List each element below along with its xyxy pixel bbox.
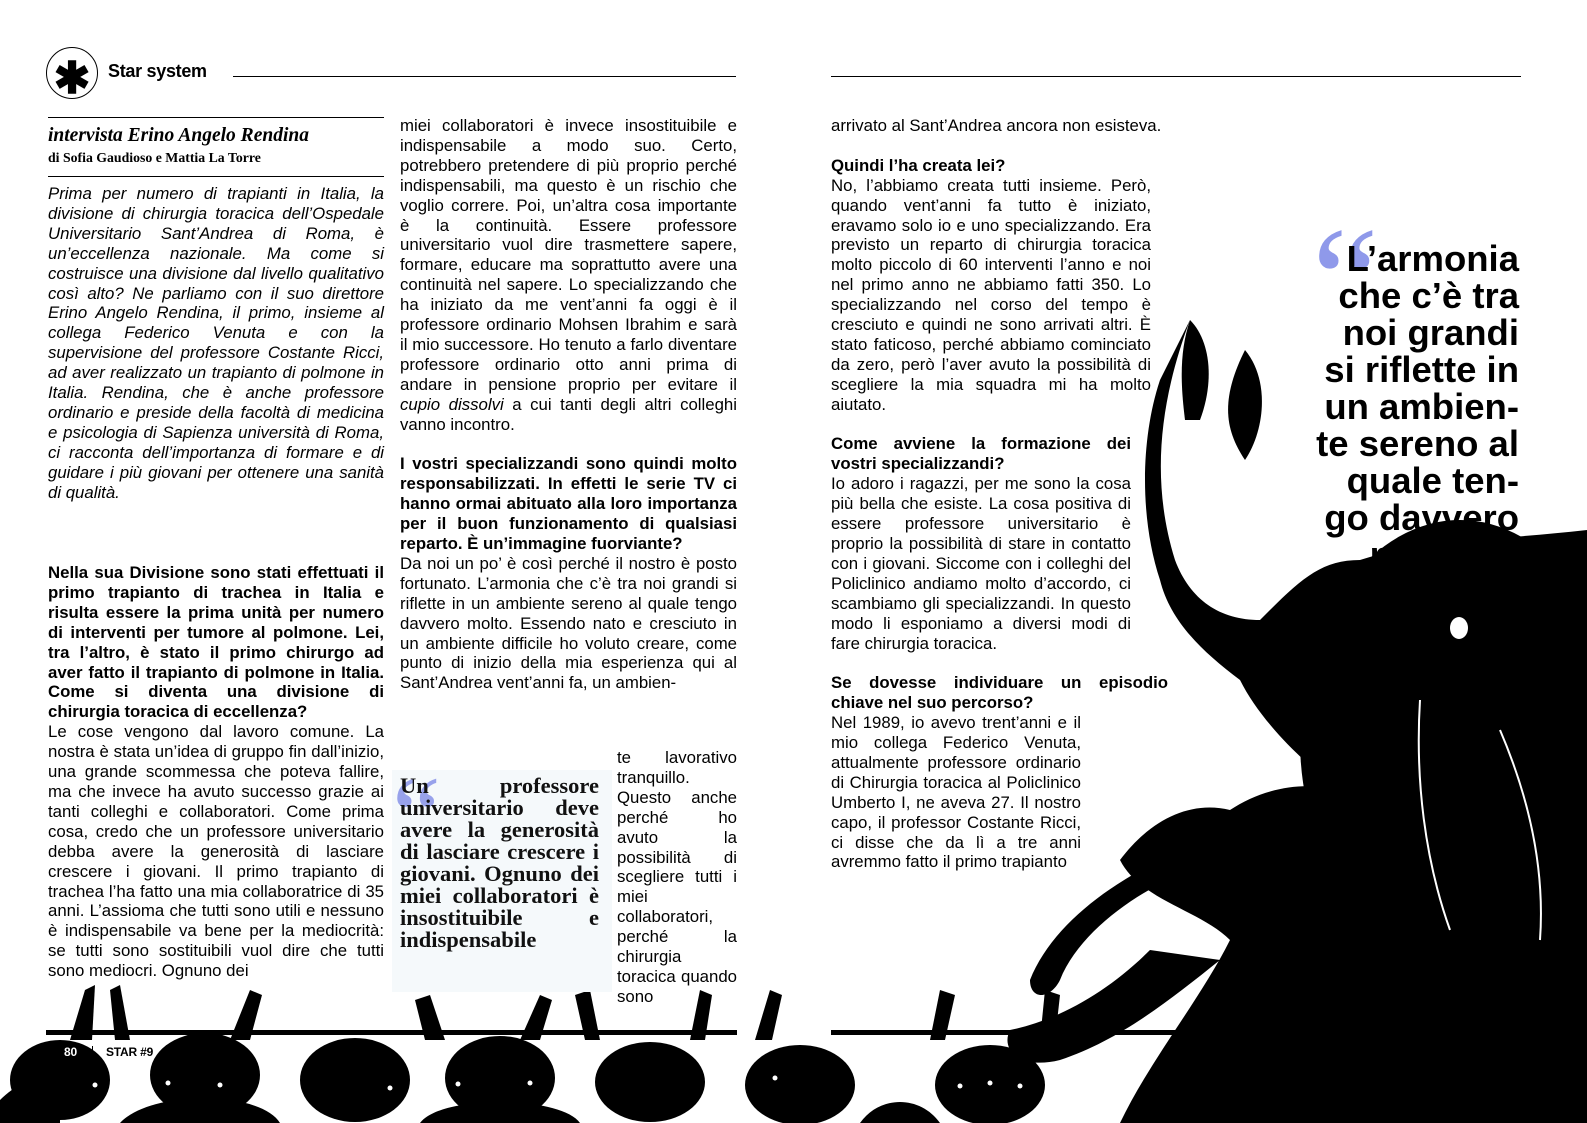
answer-4: Io adoro i ragazzi, per me sono la cosa più bella che esiste. La cosa positiva di essere professore universitario è proprio la possibilità di stare in contatto con i giovani. Siccome con i colleghi del Policlinico andiamo molto d’accordo, ci scambiamo gli specializzandi. In questo modo li esponiamo a diversi modi di fare chirurgia toracica. <box>831 474 1131 653</box>
byline-rule-bottom <box>48 176 384 177</box>
footer-rule-right <box>831 1030 1521 1035</box>
answer-1-continued: miei collaboratori è invece insostituibile e indispensabile a modo suo. Certo, potrebbero pretendere di più proprio perché indispensabili, ma questo è un rischio che voglio correre. Poi, un’altra cosa importante è la continuità. Essere professore universitario vuol dire trasmettere sapere, formare, educare ma soprattutto avere una continuità nel sapere. Lo specializzando che ha iniziato da me vent’anni fa oggi è il professore ordinario Mohsen Ibrahim e sarà il mio successore. Ho tenuto a farlo diventare professore ordinario otto anni prima di andare in pensione proprio per evitare il cupio dissolvi a cui tanti degli altri colleghi vanno incontro. <box>400 116 737 434</box>
asterisk-icon: ✱ <box>53 54 91 103</box>
question-1: Nella sua Divisione sono stati effettuati il primo trapianto di trachea in Italia e risulta essere la prima unità per numero di interventi per tumore al polmone. Lei, tra l’altro, è stato il primo chirurgo ad aver fatto il trapianto di polmone in Italia. Come si diventa una divisione di chirurgia toracica di eccellenza? <box>48 563 384 722</box>
question-4: Come avviene la formazione dei vostri specializzandi? <box>831 434 1131 474</box>
question-3: Quindi l’ha creata lei? <box>831 155 1006 175</box>
article-authors: di Sofia Gaudioso e Mattia La Torre <box>48 150 261 165</box>
article-intro: Prima per numero di trapianti in Italia, la divisione di chirurgia toracica dell’Ospedale Universitario Sant’Andrea di Roma, è un’eccellenza nazionale. Ma come si costruisce una divisione dal livello qualitativo così alto? Ne parliamo con il suo direttore Erino Angelo Rendina, il primo, insieme al collega Federico Venuta e con la supervisione del professore Costante Ricci, ad aver realizzato un trapianto di polmone in Italia. Rendina, che è anche professore ordinario e preside della facoltà di medicina e psicologia di Sapienza università di Roma, ci racconta dell’importanza di formare e di guidare i più giovani per ottenere una sanità di qualità. <box>48 184 384 502</box>
pullquote-line: te sereno al <box>1316 423 1519 464</box>
question-2: I vostri specializzandi sono quindi molto responsabilizzati. In effetti le serie TV ci hanno ormai abituato alla loro importanza per il buon funzionamento di qualsiasi reparto. È un’immagine fuorviante? <box>400 454 737 554</box>
crab-eye <box>1450 617 1468 639</box>
footer-separator <box>1473 1046 1474 1058</box>
footer-rule-left <box>46 1030 737 1035</box>
pullquote-line: un ambien- <box>1324 386 1519 427</box>
article-title: intervista Erino Angelo Rendina <box>48 125 309 146</box>
answer-3: No, l’abbiamo creata tutti insieme. Però, quando vent’anni fa tutto è iniziato, eravamo solo io e uno specializzando. Era previsto un reparto di chirurgia toracica molto piccolo di 60 interventi l’anno e noi nel primo anno ne abbiamo fatti 350. Lo specializzando nel corso del tempo è cresciuto e quindi ne sono arrivati altri. È stato faticoso, perché abbiamo cominciato da zero, però l’aver avuto la possibilità di scegliere la mia squadra mi ha molto aiutato. <box>831 175 1151 414</box>
answer-2-continued: te lavorativo tranquillo. Questo anche perché ho avuto la possibilità di scegliere tutti i miei collaboratori, perché la chirurgia toracica quando sono <box>617 748 737 1006</box>
byline-rule-top <box>48 117 384 118</box>
column-2 <box>400 116 737 693</box>
pullquote-line: che c’è tra <box>1338 275 1519 316</box>
magazine-issue-right: STAR #9 <box>1424 1045 1472 1059</box>
pullquote-line: quale ten- <box>1346 460 1519 501</box>
footer-separator <box>92 1046 93 1058</box>
header-rule-left <box>233 76 736 77</box>
column-3 <box>831 116 1168 872</box>
pullquote-line: noi grandi <box>1342 312 1519 353</box>
pullquote-left: Un professore universitario deve avere la generosità di lasciare crescere i giovani. Ognuno dei miei collaboratori è insostituibile e indispensabile <box>400 773 599 952</box>
magazine-issue-left: STAR #9 <box>106 1045 154 1059</box>
quote-marks-icon: “ <box>1312 197 1379 363</box>
answer-5: Nel 1989, io avevo trent’anni e il mio collega Federico Venuta, attualmente professore ordinario di Chirurgia toracica al Policlinico Umberto I, ne aveva 27. Il nostro capo, il professor Costante Ricci, ci disse che da lì a tre anni avremmo fatto il primo trapianto <box>831 713 1081 872</box>
answer-2: Da noi un po’ è così perché il nostro è posto fortunato. L’armonia che c’è tra noi grandi si riflette in un ambiente sereno al quale tengo davvero molto. Essendo nato e cresciuto in un ambiente difficile ho voluto creare, come punto di inizio della mia esperienza qui al Sant’Andrea vent’anni fa, un ambien- <box>400 553 737 693</box>
pullquote-line: go davvero <box>1324 497 1519 538</box>
header-rule-right <box>831 76 1521 77</box>
pullquote-line: L’armonia <box>1346 238 1519 279</box>
answer-1: Le cose vengono dal lavoro comune. La nostra è stata un’idea di gruppo fin dall’inizio, una grande scommessa che poteva fallire, ma che invece ha avuto successo grazie ai tanti colleghi e collaboratori. Come prima cosa, credo che un professore universitario debba avere la generosità di lasciare crescere i giovani. Il primo trapianto di trachea l’ha fatto una mia collaboratrice di 35 anni. L’assioma che tutti sono utili e nessuno è indispensabile va bene per la mediocrità: se tutti sono sostituibili vuol dire che tutti sono mediocri. Ognuno dei <box>48 722 384 981</box>
pullquote-line: si riflette in <box>1324 349 1519 390</box>
page-number-left: 80 <box>64 1045 77 1059</box>
section-title: Star system <box>108 61 207 81</box>
footer-separator <box>46 1046 47 1058</box>
quote-marks-icon: “ <box>392 754 441 876</box>
column-1 <box>48 563 384 981</box>
section-logo <box>46 47 98 103</box>
page-number-right: 81 <box>1491 1045 1504 1059</box>
latin-phrase: cupio dissolvi <box>400 394 504 414</box>
footer-separator <box>1519 1046 1520 1058</box>
question-5: Se dovesse individuare un episodio chiave nel suo percorso? <box>831 673 1168 713</box>
answer-2-end: arrivato al Sant’Andrea ancora non esisteva. <box>831 116 1162 135</box>
pullquote-line: molto <box>1369 534 1469 575</box>
pullquote-right <box>1290 240 1519 573</box>
